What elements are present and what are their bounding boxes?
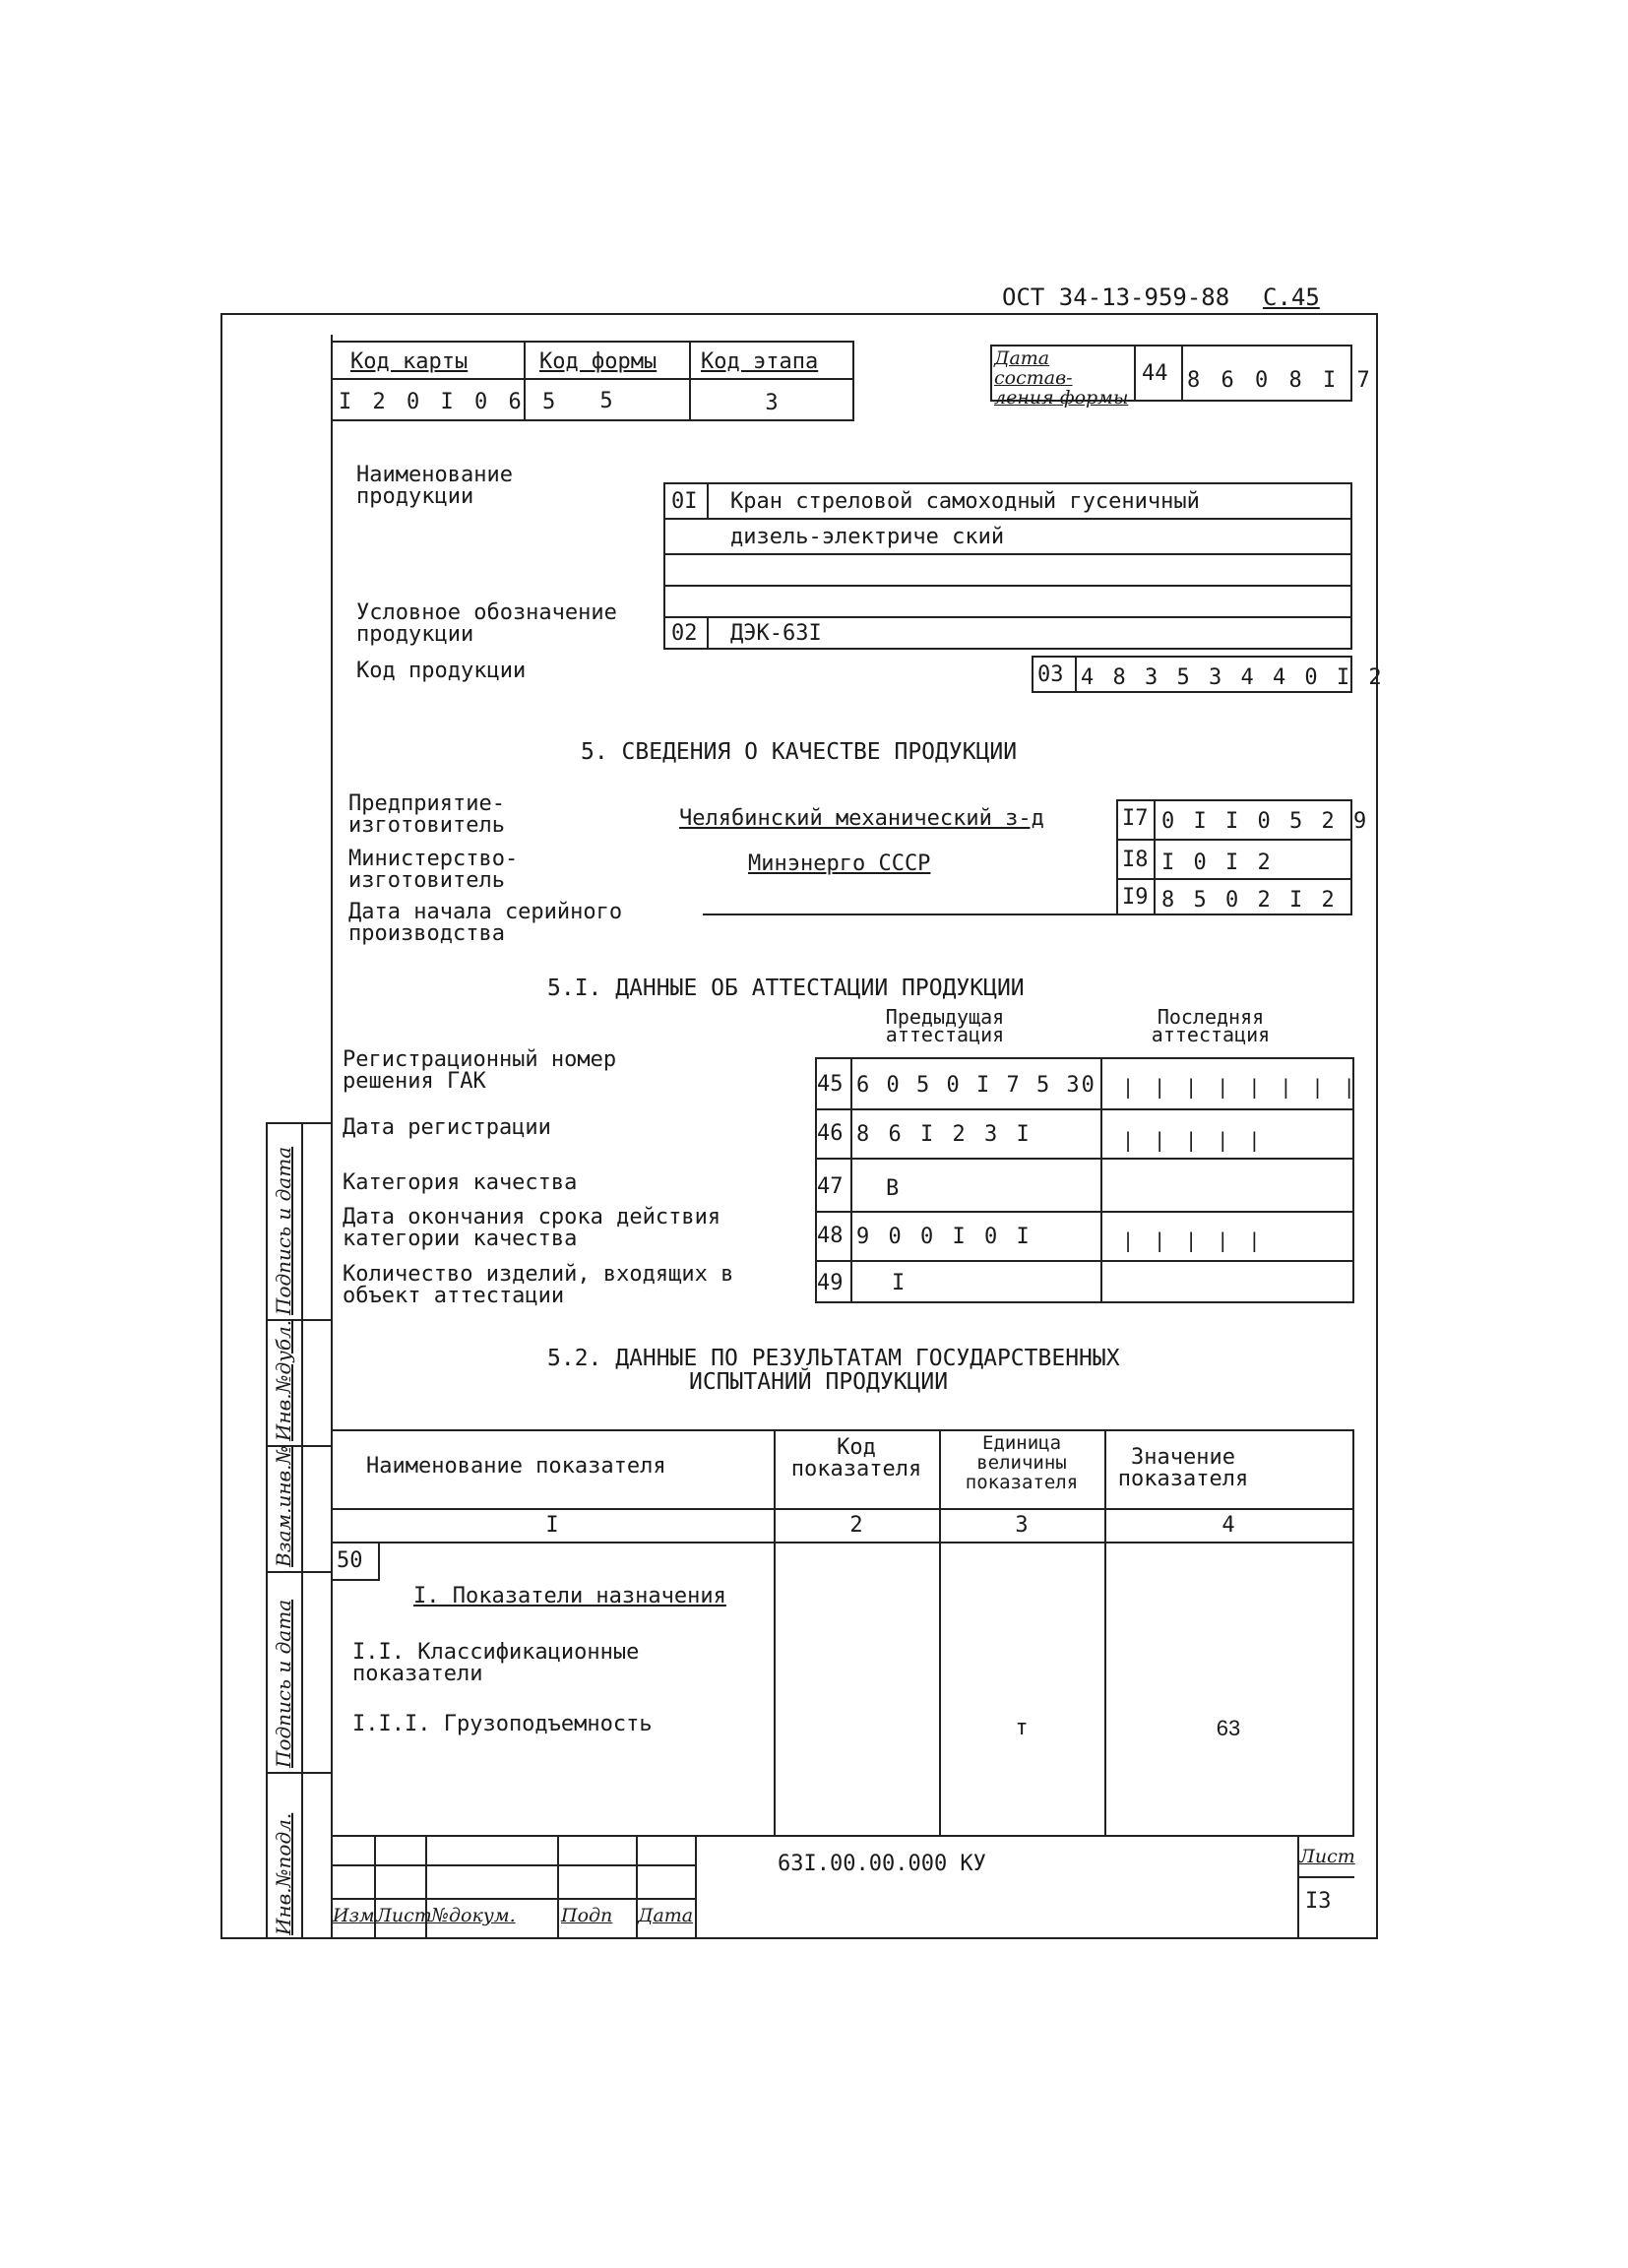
- date-field: 44: [1142, 361, 1168, 386]
- designation-label: Условное обозначение продукции: [356, 600, 617, 647]
- margin-inv-podl: Инв.№подл.: [272, 1812, 295, 1935]
- product-code-label: Код продукции: [356, 659, 527, 683]
- s51-row2-last: | | | | |: [1122, 1128, 1265, 1152]
- card-code-value: I 2 0 I 0 6 5: [339, 390, 560, 414]
- s5-row1-field: I7: [1122, 806, 1149, 831]
- s5-row2-label: Министерство-изготовитель: [348, 847, 519, 893]
- product-name-line1: Кран стреловой самоходный гусеничный: [730, 489, 1200, 514]
- s52-header-code: Код показателя: [790, 1435, 922, 1481]
- product-name-code: 0I: [671, 489, 698, 514]
- product-name-label: Наименование продукции: [356, 463, 513, 509]
- s51-row4-label: Дата окончания срока действия категории качества: [343, 1205, 721, 1251]
- product-code-field: 03: [1037, 662, 1064, 687]
- s51-row3-field: 47: [817, 1174, 844, 1199]
- s51-row4-prev: 9 0 0 I 0 I: [856, 1225, 1033, 1249]
- section52-title-line2: ИСПЫТАНИЙ ПРОДУКЦИИ: [689, 1369, 949, 1395]
- s51-row3-prev: В: [886, 1176, 900, 1201]
- card-code-label: Код карты: [350, 349, 469, 374]
- form-code-value: 5: [599, 389, 613, 413]
- section52-title-line1: 5.2. ДАННЫЕ ПО РЕЗУЛЬТАТАМ ГОСУДАРСТВЕННЫХ: [547, 1346, 1120, 1371]
- s51-row2-prev: 8 6 I 2 3 I: [856, 1122, 1033, 1147]
- stage-code-label: Код этапа: [701, 349, 819, 374]
- s52-header-value: Значение показателя: [1117, 1445, 1249, 1491]
- s5-row2-value: Минэнерго СССР: [748, 851, 931, 876]
- s51-row4-last: | | | | |: [1122, 1228, 1265, 1252]
- s51-row2-label: Дата регистрации: [343, 1115, 551, 1140]
- s51-row1-prev: 6 0 5 0 I 7 5 30: [856, 1073, 1096, 1098]
- s51-row3-label: Категория качества: [343, 1170, 578, 1195]
- s51-row5-prev: I: [892, 1271, 906, 1295]
- s51-row1-field: 45: [817, 1072, 844, 1097]
- designation-value: ДЭК-63I: [730, 621, 822, 646]
- s52-colnum-4: 4: [1221, 1513, 1235, 1538]
- s52-header-unit: Единица величины показателя: [965, 1432, 1079, 1493]
- s51-row1-label: Регистрационный номер решения ГАК: [343, 1047, 617, 1094]
- section5-title: 5. СВЕДЕНИЯ О КАЧЕСТВЕ ПРОДУКЦИИ: [581, 739, 1018, 765]
- stamp-col-sign: Подп: [561, 1905, 613, 1926]
- margin-podpis-1: Подпись и дата: [272, 1599, 295, 1768]
- s52-row2-name: I.I. Классификационные показатели: [352, 1640, 640, 1686]
- s52-header-name: Наименование показателя: [366, 1454, 666, 1479]
- margin-podpis-2: Подпись и дата: [272, 1146, 295, 1315]
- date-value: 8 6 0 8 I 7: [1187, 368, 1374, 393]
- s51-row4-field: 48: [817, 1224, 844, 1248]
- s52-colnum-1: I: [545, 1513, 559, 1538]
- s51-row2-field: 46: [817, 1121, 844, 1146]
- stamp-doc-number: 63I.00.00.000 КУ: [778, 1852, 986, 1876]
- stamp-col-list: Лист: [376, 1905, 432, 1926]
- s5-row3-field: I9: [1122, 885, 1149, 910]
- stamp-sheet-value: I3: [1305, 1889, 1332, 1914]
- form-code-label: Код формы: [539, 349, 657, 374]
- s51-row5-label: Количество изделий, входящих в объект аттестации: [343, 1262, 734, 1308]
- page-ref: С.45: [1263, 284, 1320, 311]
- doc-code: ОСТ 34-13-959-88: [1002, 284, 1230, 311]
- s52-colnum-3: 3: [1015, 1513, 1029, 1538]
- s52-row3-value: 63: [1216, 1716, 1241, 1740]
- s52-colnum-2: 2: [849, 1513, 863, 1538]
- s52-row3-name: I.I.I. Грузоподъемность: [352, 1712, 653, 1736]
- s5-row3-label: Дата начала серийного производства: [348, 900, 623, 946]
- s5-row2-field: I8: [1122, 848, 1149, 872]
- s51-row1-last: | | | | | | | |: [1122, 1075, 1359, 1099]
- stage-code-value: 3: [765, 391, 779, 415]
- s5-row1-value: Челябинский механический з-д: [679, 806, 1044, 831]
- s5-row1-label: Предприятие-изготовитель: [348, 791, 505, 838]
- s52-field: 50: [337, 1548, 363, 1573]
- product-code-value: 4 8 3 5 3 4 4 0 I 2: [1081, 665, 1385, 690]
- s5-row2-code: I 0 I 2: [1161, 850, 1274, 875]
- designation-code: 02: [671, 621, 698, 646]
- stamp-col-date: Дата: [638, 1905, 694, 1926]
- section51-title: 5.I. ДАННЫЕ ОБ АТТЕСТАЦИИ ПРОДУКЦИИ: [547, 976, 1025, 1001]
- col-prev-header: Предыдущая аттестация: [885, 1005, 1005, 1046]
- s52-row1-name: I. Показатели назначения: [413, 1584, 726, 1608]
- s51-row5-field: 49: [817, 1271, 844, 1295]
- stamp-col-docnum: №докум.: [431, 1905, 516, 1926]
- stamp-col-izm: Изм: [333, 1905, 375, 1926]
- col-last-header: Последняя аттестация: [1151, 1005, 1271, 1046]
- date-label: Дата состав-ления формы: [994, 347, 1129, 409]
- margin-vzam-inv: Взам.инв.№: [272, 1445, 295, 1567]
- margin-inv-dubl: Инв.№дубл.: [272, 1319, 295, 1441]
- s52-row3-unit: т: [1015, 1716, 1029, 1740]
- s5-row1-code: 0 I I 0 5 2 9: [1161, 809, 1370, 834]
- s5-row3-code: 8 5 0 2 I 2: [1161, 888, 1338, 913]
- product-name-line2: дизель-электриче ский: [730, 525, 1005, 549]
- stamp-sheet-label: Лист: [1299, 1846, 1355, 1867]
